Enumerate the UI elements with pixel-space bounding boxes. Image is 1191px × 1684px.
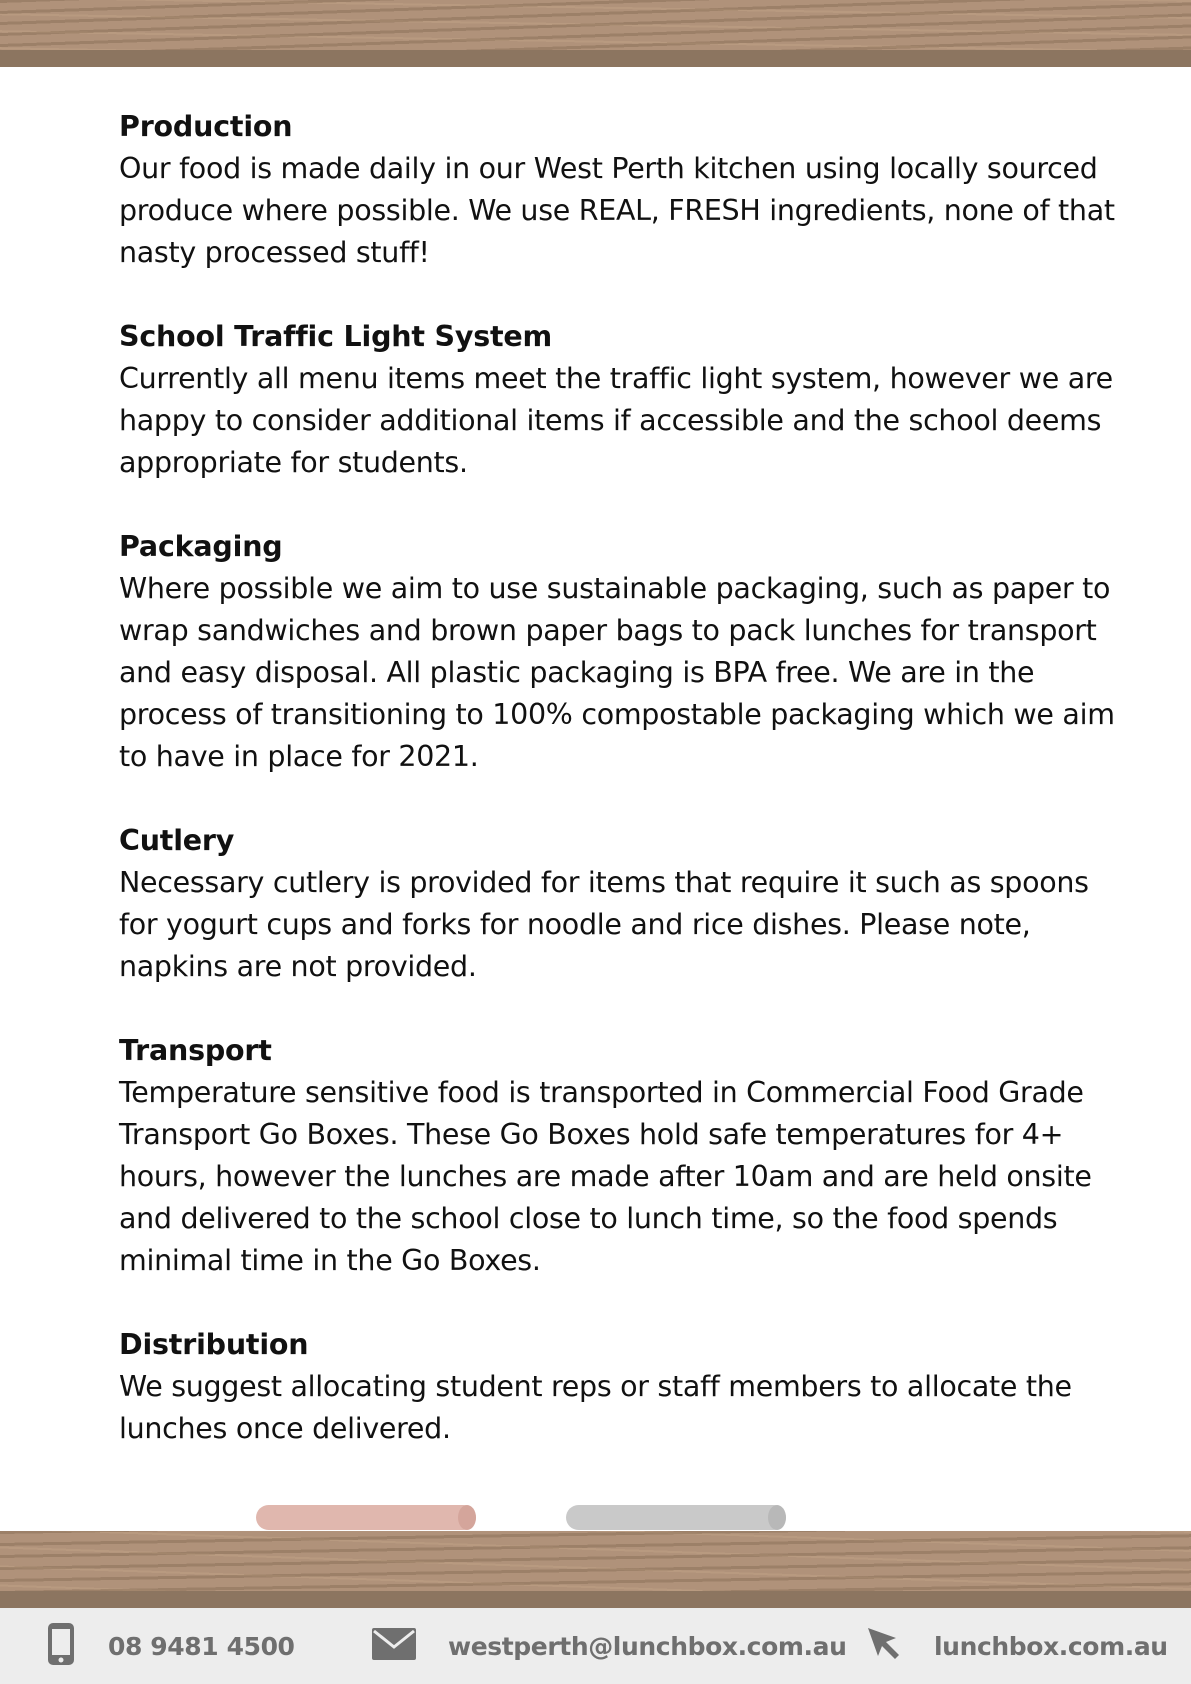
section-distribution xyxy=(119,1324,1119,1450)
email-address: westperth@lunchbox.com.au xyxy=(448,1631,847,1661)
website-url: lunchbox.com.au xyxy=(934,1631,1168,1661)
pink-pencil-decoration xyxy=(256,1505,476,1530)
section-body: Necessary cutlery is provided for items that require it such as spoons for yogurt cups and forks for noodle and rice dishes. Please note, napkins are not provided. xyxy=(119,866,1089,983)
grey-pencil-decoration xyxy=(566,1505,786,1530)
section-traffic-light xyxy=(119,316,1119,484)
section-heading: School Traffic Light System xyxy=(119,320,553,353)
section-production xyxy=(119,106,1119,274)
section-heading: Transport xyxy=(119,1034,272,1067)
top-wood-edge xyxy=(0,50,1191,67)
footer-email[interactable] xyxy=(372,1608,847,1684)
contact-footer xyxy=(0,1608,1191,1684)
envelope-icon xyxy=(372,1628,416,1664)
section-packaging xyxy=(119,526,1119,778)
phone-icon xyxy=(46,1622,76,1670)
bottom-wood-banner xyxy=(0,1531,1191,1591)
section-body: Where possible we aim to use sustainable packaging, such as paper to wrap sandwiches and brown paper bags to pack lunches for transport and easy disposal. All plastic packaging is BPA free. We are in the process of transitioning to 100% compostable packaging which we aim to have in place for 2021. xyxy=(119,572,1115,773)
section-body: Temperature sensitive food is transported in Commercial Food Grade Transport Go Boxes. These Go Boxes hold safe temperatures for 4+ hours, however the lunches are made after 10am and are held onsite and delivered to the school close to lunch time, so the food spends minimal time in the Go Boxes. xyxy=(119,1076,1092,1277)
phone-number: 08 9481 4500 xyxy=(108,1631,295,1661)
section-cutlery xyxy=(119,820,1119,988)
section-heading: Distribution xyxy=(119,1328,309,1361)
section-heading: Production xyxy=(119,110,293,143)
section-body: We suggest allocating student reps or staff members to allocate the lunches once delivered. xyxy=(119,1370,1072,1445)
section-heading: Cutlery xyxy=(119,824,235,857)
top-wood-banner xyxy=(0,0,1191,50)
section-transport xyxy=(119,1030,1119,1282)
footer-website[interactable] xyxy=(866,1608,1168,1684)
cursor-icon xyxy=(866,1626,902,1666)
section-heading: Packaging xyxy=(119,530,283,563)
footer-phone[interactable] xyxy=(46,1608,295,1684)
section-body: Our food is made daily in our West Perth kitchen using locally sourced produce where possible. We use REAL, FRESH ingredients, none of that nasty processed stuff! xyxy=(119,152,1115,269)
bottom-wood-edge xyxy=(0,1591,1191,1608)
info-content xyxy=(119,106,1119,1492)
section-body: Currently all menu items meet the traffic light system, however we are happy to consider additional items if accessible and the school deems appropriate for students. xyxy=(119,362,1113,479)
